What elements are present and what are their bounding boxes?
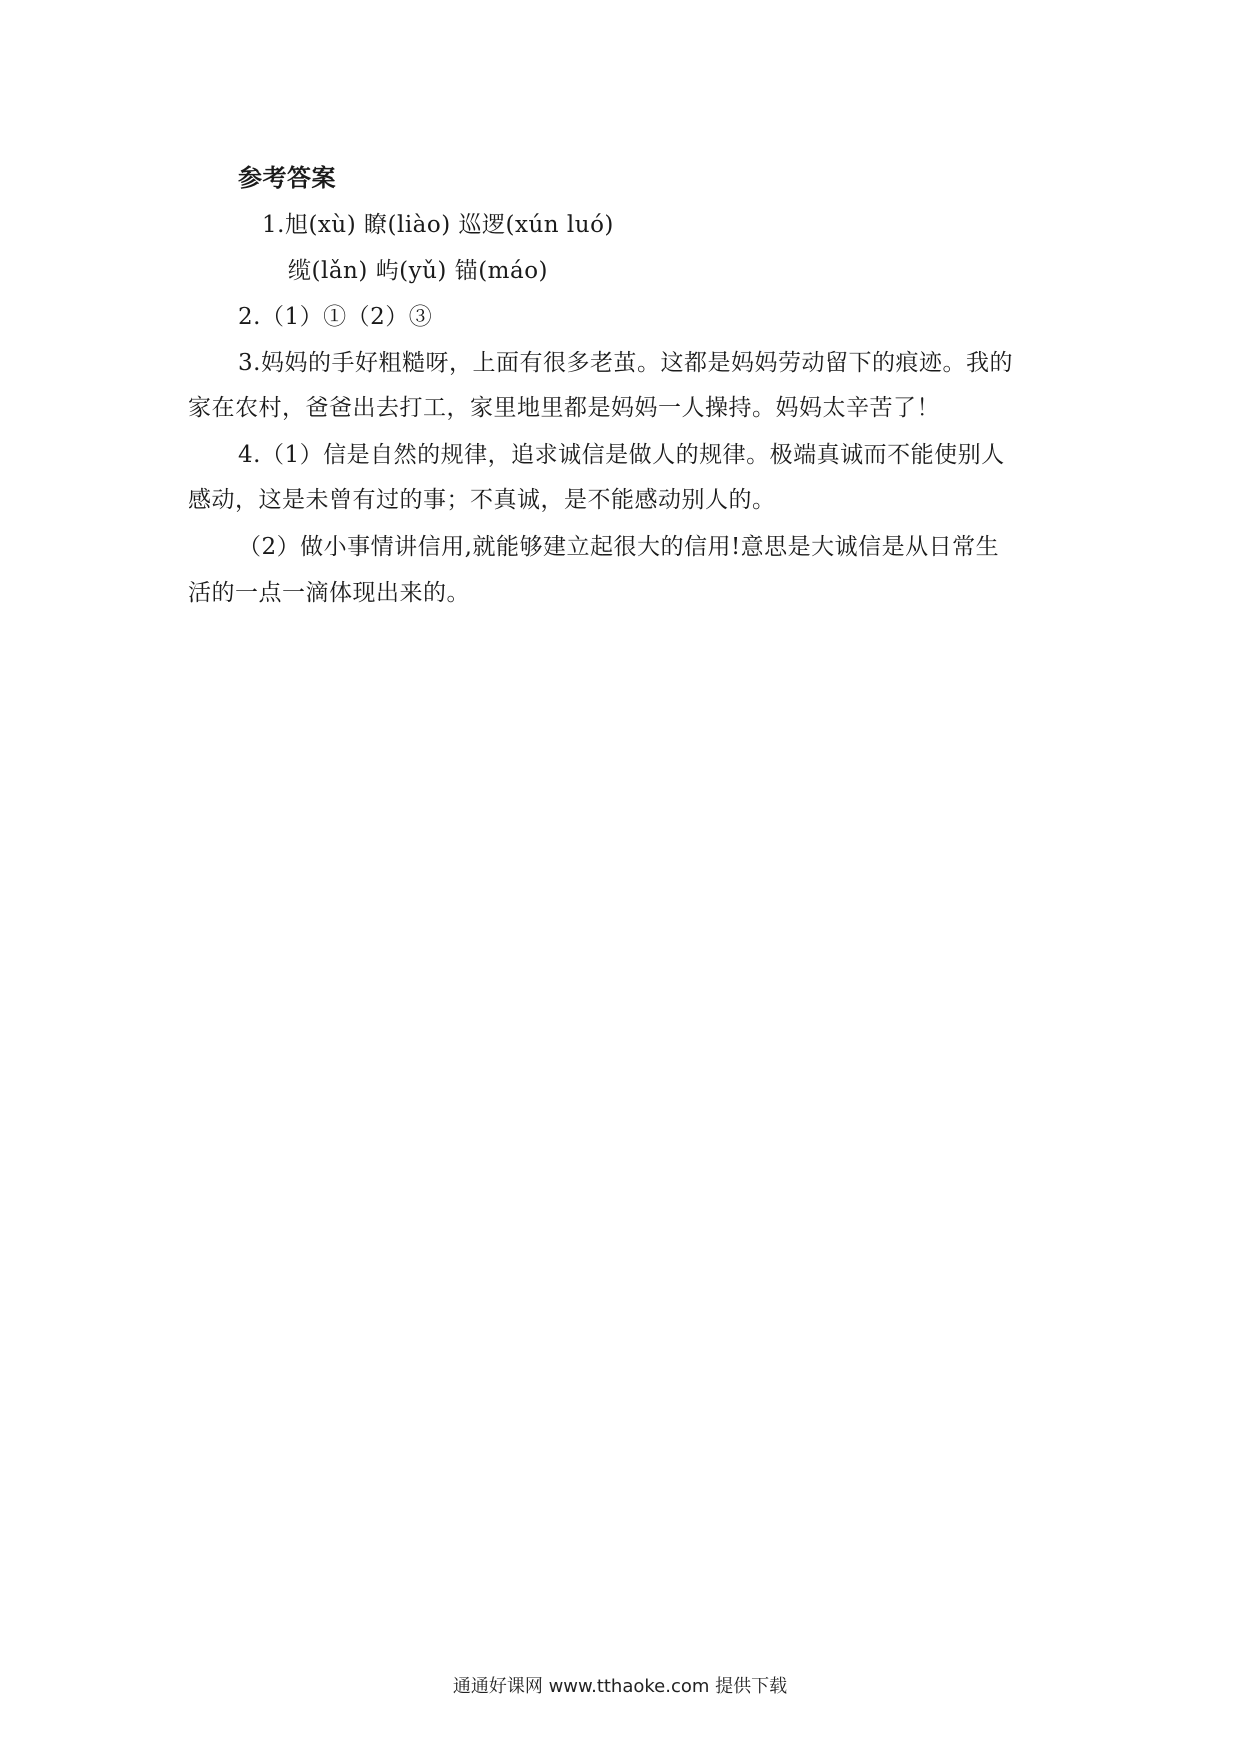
footer-credit: 通通好课网 www.tthaoke.com 提供下载 bbox=[452, 1676, 788, 1697]
answer-line-4-cont: 感动，这是未曾有过的事；不真诚，是不能感动别人的。 bbox=[188, 487, 776, 513]
answer-line-3-cont: 家在农村，爸爸出去打工，家里地里都是妈妈一人操持。妈妈太辛苦了！ bbox=[188, 395, 940, 421]
answer-line-1-cont: 缆(lǎn) 屿(yǔ) 锚(máo) bbox=[288, 258, 549, 284]
answer-line-4-2-cont: 活的一点一滴体现出来的。 bbox=[188, 580, 470, 606]
answer-line-2: 2.（1）①（2）③ bbox=[238, 304, 433, 330]
answer-line-4: 4.（1）信是自然的规律，追求诚信是做人的规律。极端真诚而不能使别人 bbox=[238, 442, 1005, 468]
answer-line-3: 3.妈妈的手好粗糙呀，上面有很多老茧。这都是妈妈劳动留下的痕迹。我的 bbox=[238, 350, 1013, 376]
answer-heading: 参考答案 bbox=[238, 164, 336, 192]
answer-line-4-2: （2）做小事情讲信用,就能够建立起很大的信用!意思是大诚信是从日常生 bbox=[238, 534, 1000, 560]
answer-line-1: 1.旭(xù) 瞭(liào) 巡逻(xún luó) bbox=[262, 212, 614, 238]
